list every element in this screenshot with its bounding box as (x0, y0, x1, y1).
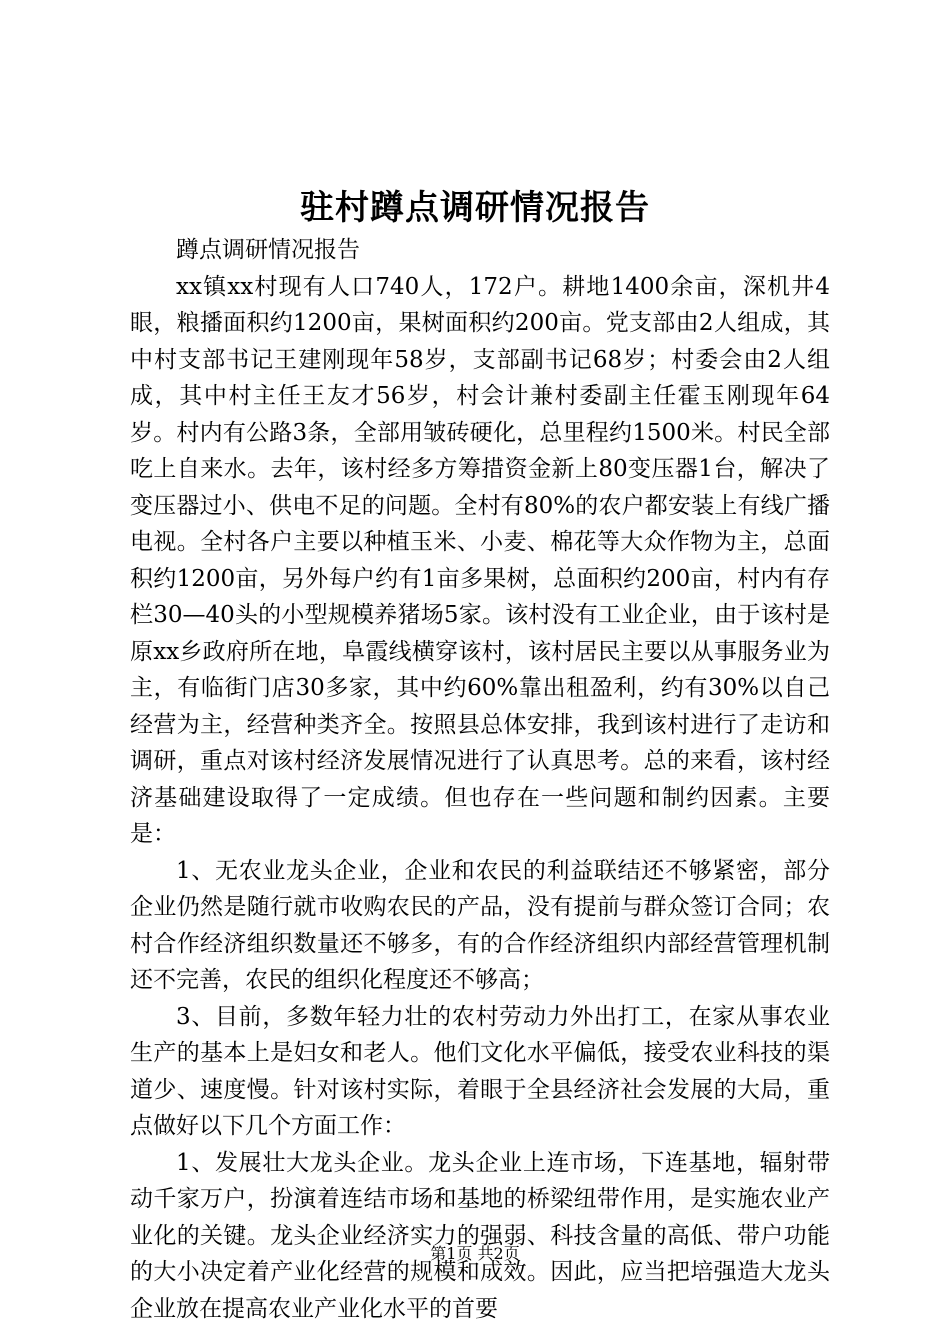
document-title: 驻村蹲点调研情况报告 (300, 188, 650, 228)
document-body (130, 232, 830, 1327)
paragraph-village-overview: xx镇xx村现有人口740人，172户。耕地1400余亩，深机井4眼，粮播面积约1200亩，果树面积约200亩。党支部由2人组成，其中村支部书记王建刚现年58岁，支部副书记68岁；村委会由2人组成，其中村主任王友才56岁，村会计兼村委副主任霍玉刚现年64岁。村内有公路3条，全部用皱砖硬化，总里程约1500米。村民全部吃上自来水。去年，该村经多方筹措资金新上80变压器1台，解决了变压器过小、供电不足的问题。全村有80%的农户都安装上有线广播电视。全村各户主要以种植玉米、小麦、棉花等大众作物为主，总面积约1200亩，另外每户约有1亩多果树，总面积约200亩，村内有存栏30—40头的小型规模养猪场5家。该村没有工业企业，由于该村是原xx乡政府所在地，阜霞线横穿该村，该村居民主要以从事服务业为主，有临街门店30多家，其中约60%靠出租盈利，约有30%以自己经营为主，经营种类齐全。按照县总体安排，我到该村进行了走访和调研，重点对该村经济发展情况进行了认真思考。总的来看，该村经济基础建设取得了一定成绩。但也存在一些问题和制约因素。主要是： (130, 273, 830, 847)
paragraph-measure-1: 1、发展壮大龙头企业。龙头企业上连市场，下连基地，辐射带动千家万户，扮演着连结市场和基地的桥梁纽带作用，是实施农业产业化的关键。龙头企业经济实力的强弱、科技含量的高低、带户功能的大小决定着产业化经营的规模和成效。因此，应当把培强造大龙头企业放在提高农业产业化水平的首要 (130, 1149, 830, 1322)
paragraph-subtitle: 蹲点调研情况报告 (176, 237, 360, 263)
paragraph-problem-3: 3、目前，多数年轻力壮的农村劳动力外出打工，在家从事农业生产的基本上是妇女和老人。他们文化水平偏低，接受农业科技的渠道少、速度慢。针对该村实际，着眼于全县经济社会发展的大局，重点做好以下几个方面工作： (130, 1003, 830, 1139)
paragraph-problem-1: 1、无农业龙头企业，企业和农民的利益联结还不够紧密，部分企业仍然是随行就市收购农民的产品，没有提前与群众签订合同；农村合作经济组织数量还不够多，有的合作经济组织内部经营管理机制还不完善，农民的组织化程度还不够高； (130, 857, 830, 993)
page-number-footer: 第1页 共2页 (430, 1244, 520, 1263)
